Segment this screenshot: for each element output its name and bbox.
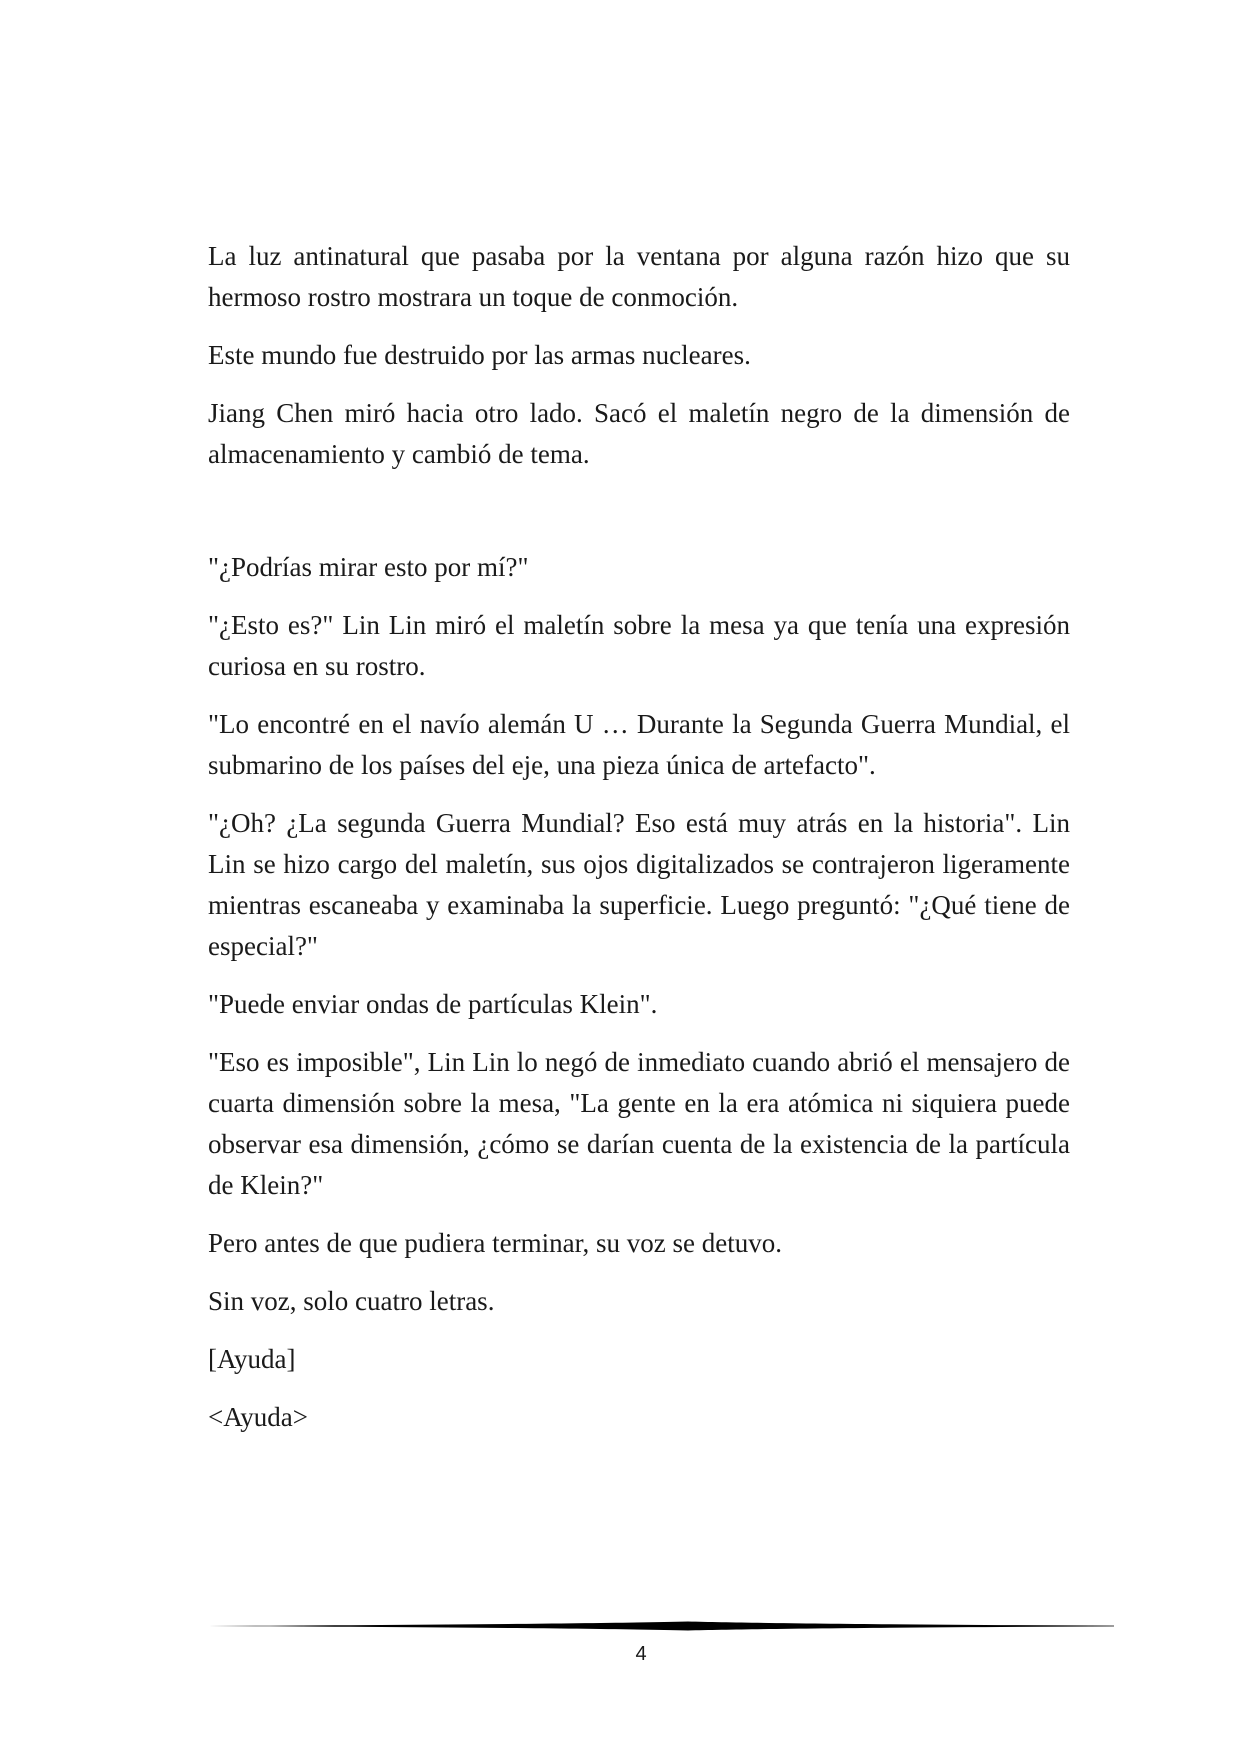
- footer-divider: [208, 1620, 1114, 1632]
- page-number: 4: [635, 1643, 647, 1665]
- paragraph: "Eso es imposible", Lin Lin lo negó de inmediato cuando abrió el mensajero de cuarta dimensión sobre la mesa, "La gente en la era atómica ni siquiera puede observar esa dimensión, ¿cómo se darían cuenta de la existencia de la partícula de Klein?": [208, 1047, 1070, 1200]
- paragraph: Jiang Chen miró hacia otro lado. Sacó el maletín negro de la dimensión de almacenamiento y cambió de tema.: [208, 398, 1070, 469]
- body-text: [208, 236, 1070, 1455]
- paragraph: "¿Podrías mirar esto por mí?": [208, 552, 529, 582]
- paragraph: <Ayuda>: [208, 1402, 308, 1432]
- paragraph: "¿Oh? ¿La segunda Guerra Mundial? Eso está muy atrás en la historia". Lin Lin se hizo cargo del maletín, sus ojos digitalizados se contrajeron ligeramente mientras escaneaba y examinaba la superficie. Luego preguntó: "¿Qué tiene de especial?": [208, 808, 1070, 961]
- paragraph: La luz antinatural que pasaba por la ventana por alguna razón hizo que su hermoso rostro mostrara un toque de conmoción.: [208, 241, 1070, 312]
- paragraph: "Puede enviar ondas de partículas Klein".: [208, 989, 658, 1019]
- paragraph: "¿Esto es?" Lin Lin miró el maletín sobre la mesa ya que tenía una expresión curiosa en su rostro.: [208, 610, 1070, 681]
- paragraph: [Ayuda]: [208, 1344, 296, 1374]
- paragraph: Pero antes de que pudiera terminar, su voz se detuvo.: [208, 1228, 782, 1258]
- paragraph: Sin voz, solo cuatro letras.: [208, 1286, 495, 1316]
- paragraph: "Lo encontré en el navío alemán U … Durante la Segunda Guerra Mundial, el submarino de los países del eje, una pieza única de artefacto".: [208, 709, 1070, 780]
- paragraph: Este mundo fue destruido por las armas nucleares.: [208, 340, 751, 370]
